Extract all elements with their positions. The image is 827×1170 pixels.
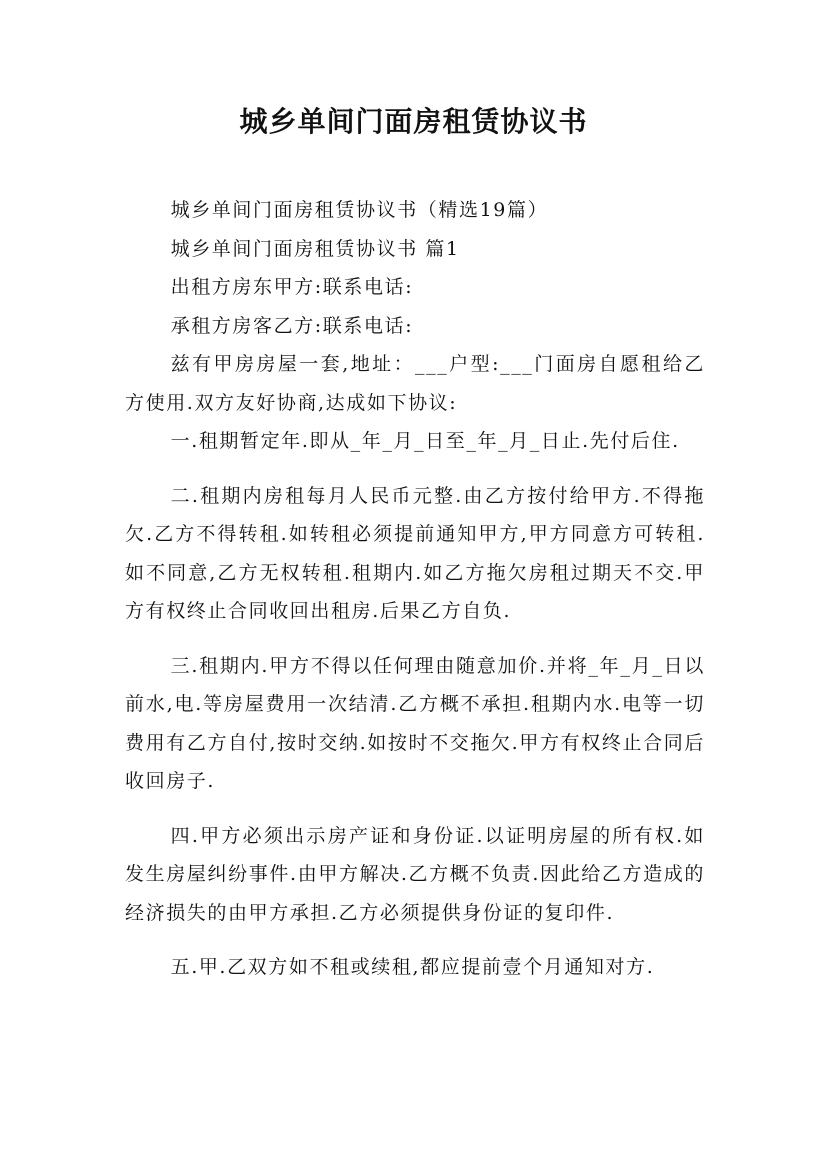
lessee-line: 承租方房客乙方:联系电话: [170, 314, 414, 337]
clause-1: 一.租期暂定年.即从_年_月_日至_年_月_日止.先付后住. [170, 430, 680, 452]
clause-2: 二.租期内房租每月人民币元整.由乙方按付给甲方.不得拖欠.乙方不得转租.如转租必须提前通知甲方,甲方同意方可转租.如不同意,乙方无权转租.租期内.如乙方拖欠房租过期天不交.甲方有权终止合同收回出租房.后果乙方自负. [125, 484, 705, 622]
document-title: 城乡单间门面房租赁协议书 [239, 105, 588, 138]
lessor-line: 出租方房东甲方:联系电话: [170, 276, 414, 298]
clause-5: 五.甲.乙双方如不租或续租,都应提前壹个月通知对方. [170, 956, 655, 978]
clause-4: 四.甲方必须出示房产证和身份证.以证明房屋的所有权.如发生房屋纠纷事件.由甲方解决.乙方概不负责.因此给乙方造成的经济损失的由甲方承担.乙方必须提供身份证的复印件. [125, 824, 705, 924]
section-heading: 城乡单间门面房租赁协议书 篇1 [170, 237, 460, 260]
intro-paragraph: 兹有甲房房屋一套,地址：___户型:___门面房自愿租给乙方使用.双方友好协商,达成如下协议: [125, 353, 705, 414]
clause-3: 三.租期内.甲方不得以任何理由随意加价.并将_年_月_日以前水,电.等房屋费用一次结清.乙方概不承担.租期内水.电等一切费用有乙方自付,按时交纳.如按时不交拖欠.甲方有权终止合同后收回房子. [125, 654, 705, 792]
subtitle-paragraph: 城乡单间门面房租赁协议书（精选19篇） [170, 199, 549, 221]
document-body [125, 191, 705, 987]
